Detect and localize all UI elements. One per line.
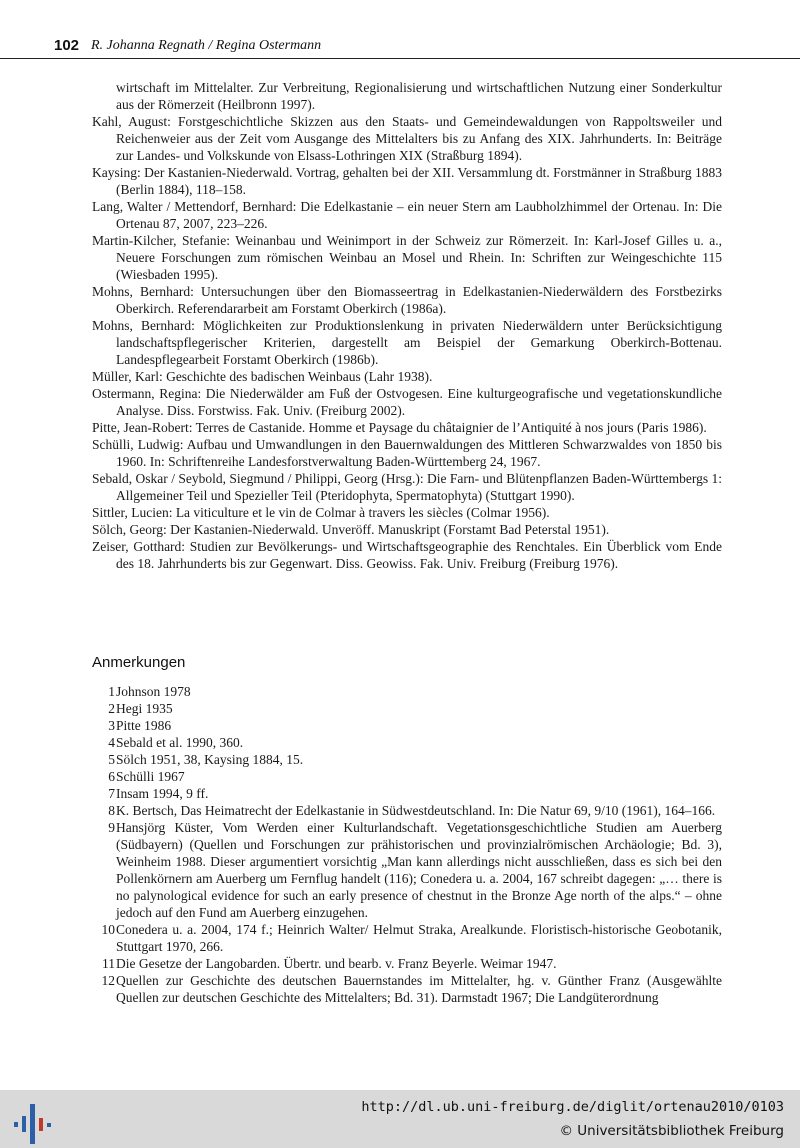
note-text: Sebald et al. 1990, 360. [116, 735, 244, 750]
note-number: 10 [101, 922, 115, 937]
note-text: Insam 1994, 9 ff. [116, 786, 209, 801]
copyright-notice: © Universitätsbibliothek Freiburg [559, 1123, 784, 1139]
note-item [92, 819, 722, 921]
note-item [92, 802, 722, 819]
note-text: Conedera u. a. 2004, 174 f.; Heinrich Walter/ Helmut Straka, Arealkunde. Floristisch-historische Geobotanik, Stuttgart 1970, 266. [116, 922, 722, 954]
page-header [0, 0, 800, 59]
bibliography-entry: Mohns, Bernhard: Untersuchungen über den Biomasseertrag in Edelkastanien-Niederwäldern des Forstbezirks Oberkirch. Referendararbeit am Forstamt Oberkirch (1986a). [92, 284, 722, 316]
note-number: 11 [102, 956, 115, 971]
bibliography-entry: Martin-Kilcher, Stefanie: Weinanbau und Weinimport in der Schweiz zur Römerzeit. In: Karl-Josef Gilles u. a., Neuere Forschungen zum römischen Weinbau an Mosel und Rhein. In: Schriften zur Weingeschichte 115 (Wiesbaden 1995). [92, 233, 722, 282]
note-number: 12 [101, 973, 115, 988]
note-text: Die Gesetze der Langobarden. Übertr. und bearb. v. Franz Beyerle. Weimar 1947. [116, 956, 557, 971]
note-text: Hansjörg Küster, Vom Werden einer Kulturlandschaft. Vegetationsgeschichtliche Studien am Auerberg (Südbayern) (Quellen und Forschungen zur prähistorischen und provinzialrömischen Archäologie; Bd. 3), Weinheim 1988. Dieser argumentiert vorsichtig „Man kann allerdings nicht ausschließen, dass es sich bei den Pollenkörnern am Auerberg um Fernflug handelt (116); Conedera u. a. 2004, 167 schreibt dagegen: „… there is no palynological evidence for such an early presence of chestnut in the Bronze Age north of the alps.“ – ohne jedoch auf den Fund am Auerberg einzugehen. [116, 820, 722, 920]
note-item [92, 700, 722, 717]
bibliography-entry: Schülli, Ludwig: Aufbau und Umwandlungen in den Bauernwaldungen des Mittleren Schwarzwaldes von 1850 bis 1960. In: Schriftenreihe Landesforstverwaltung Baden-Württemberg 24, 1967. [92, 437, 722, 469]
note-text: Johnson 1978 [116, 684, 191, 699]
note-item [92, 751, 722, 768]
notes-heading: Anmerkungen [92, 654, 186, 671]
bibliography-entry: Kaysing: Der Kastanien-Niederwald. Vortrag, gehalten bei der XII. Versammlung dt. Forstmänner in Straßburg 1883 (Berlin 1884), 118–158. [92, 165, 722, 197]
note-item [92, 683, 722, 700]
note-text: Sölch 1951, 38, Kaysing 1884, 15. [116, 752, 304, 767]
ub-freiburg-logo-icon[interactable] [14, 1104, 54, 1144]
bibliography-entry: Ostermann, Regina: Die Niederwälder am Fuß der Ostvogesen. Eine kulturgeografische und vegetationskundliche Analyse. Diss. Forstwiss. Fak. Univ. (Freiburg 2002). [92, 386, 722, 418]
note-item [92, 972, 722, 1006]
note-item [92, 768, 722, 785]
note-text: Quellen zur Geschichte des deutschen Bauernstandes im Mittelalter, hg. v. Günther Franz (Ausgewählte Quellen zur deutschen Geschichte des Mittelalters; Bd. 31). Darmstadt 1967; Die Landgüterordnung [116, 973, 722, 1005]
note-text: K. Bertsch, Das Heimatrecht der Edelkastanie in Südwestdeutschland. In: Die Natur 69, 9/10 (1961), 164–166. [116, 803, 716, 818]
note-number: 9 [108, 820, 115, 835]
bibliography-entry: Sebald, Oskar / Seybold, Siegmund / Philippi, Georg (Hrsg.): Die Farn- und Blütenpflanzen Baden-Württembergs 1: Allgemeiner Teil und Spezieller Teil (Pteridophyta, Spermatophyta) (Stuttgart 1990). [92, 471, 722, 503]
note-text: Hegi 1935 [116, 701, 173, 716]
note-text: Schülli 1967 [116, 769, 185, 784]
bibliography-entry: Mohns, Bernhard: Möglichkeiten zur Produktionslenkung in privaten Niederwäldern unter Berücksichtigung landschaftspflegerischer Kriterien, dargestellt am Beispiel der Gemarkung Oberkirch-Bottenau. Landespflegearbeit Forstamt Oberkirch (1986b). [92, 318, 722, 367]
note-number: 4 [108, 735, 115, 750]
source-url-link[interactable]: http://dl.ub.uni-freiburg.de/diglit/ortenau2010/0103 [361, 1099, 784, 1115]
bibliography-entry: Sölch, Georg: Der Kastanien-Niederwald. Unveröff. Manuskript (Forstamt Bad Peterstal 1951). [92, 522, 610, 537]
page-number: 102 [54, 37, 80, 54]
note-item [92, 734, 722, 751]
note-number: 1 [108, 684, 115, 699]
bibliography-entry: Lang, Walter / Mettendorf, Bernhard: Die Edelkastanie – ein neuer Stern am Laubholzhimmel der Ortenau. In: Die Ortenau 87, 2007, 223–226. [92, 199, 722, 231]
note-number: 5 [108, 752, 115, 767]
notes-list [92, 683, 722, 1006]
bibliography-entry: Pitte, Jean-Robert: Terres de Castanide. Homme et Paysage du châtaignier de l’Antiquité à nos jours (Paris 1986). [92, 420, 707, 435]
note-item [92, 955, 722, 972]
note-number: 7 [108, 786, 115, 801]
note-text: Pitte 1986 [116, 718, 172, 733]
bibliography-list [92, 79, 722, 572]
note-number: 2 [108, 701, 115, 716]
note-item [92, 785, 722, 802]
bibliography-entry: wirtschaft im Mittelalter. Zur Verbreitung, Regionalisierung und wirtschaftlichen Nutzung einer Sonderkultur aus der Römerzeit (Heilbronn 1997). [116, 80, 722, 112]
note-item [92, 717, 722, 734]
note-number: 3 [108, 718, 115, 733]
note-item [92, 921, 722, 955]
footer-bar [0, 1090, 800, 1148]
note-number: 8 [108, 803, 115, 818]
bibliography-entry: Kahl, August: Forstgeschichtliche Skizzen aus den Staats- und Gemeindewaldungen von Rappoltsweiler und Reichenweier aus der Zeit vom Ausgange des Mittelalters bis zu Anfang des XIX. Jahrhunderts. In: Beiträge zur Landes- und Volkskunde von Elsass-Lothringen XIX (Straßburg 1894). [92, 114, 722, 163]
note-number: 6 [108, 769, 115, 784]
bibliography-entry: Sittler, Lucien: La viticulture et le vin de Colmar à travers les siècles (Colmar 1956). [92, 505, 550, 520]
bibliography-entry: Zeiser, Gotthard: Studien zur Bevölkerungs- und Wirtschaftsgeographie des Renchtales. Ein Überblick vom Ende des 18. Jahrhunderts bis zur Gegenwart. Diss. Geowiss. Fak. Univ. Freiburg (Freiburg 1976). [92, 539, 722, 571]
running-head: R. Johanna Regnath / Regina Ostermann [91, 38, 322, 53]
bibliography-entry: Müller, Karl: Geschichte des badischen Weinbaus (Lahr 1938). [92, 369, 433, 384]
